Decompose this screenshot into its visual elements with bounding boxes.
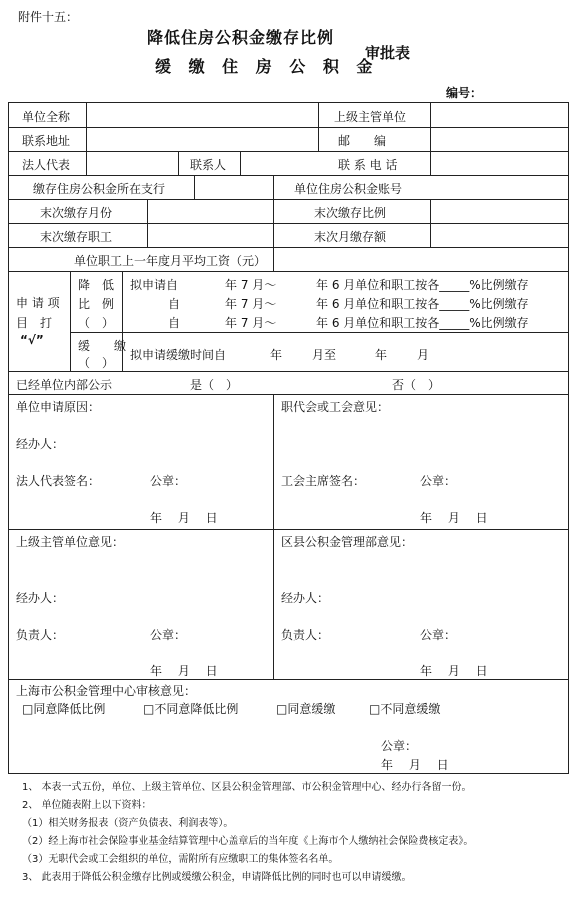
- union-date-label: 年 月 日: [420, 511, 488, 525]
- reduce-line3-start: 自: [168, 316, 181, 330]
- superior-handler-label: 经办人：: [16, 591, 65, 605]
- reduce-line3-month: 年 7 月～: [225, 316, 277, 330]
- defer-month-2: 月: [417, 348, 430, 362]
- reduce-line1-start: 拟申请自: [130, 278, 179, 292]
- reduce-line1-month: 年 7 月～: [225, 278, 277, 292]
- reduce-ratio-label: 降 低: [78, 278, 115, 292]
- account-label: 单位住房公积金账号: [294, 182, 403, 196]
- district-handler-label: 经办人：: [281, 591, 330, 605]
- superior-opinion-label: 上级主管单位意见：: [16, 535, 125, 549]
- unit-name-label: 单位全称: [22, 110, 71, 124]
- note-2-2: （2）经上海市社会保险事业基金结算管理中心盖章后的当年度《上海市个人缴纳社会保险费核定表》。: [22, 836, 474, 847]
- union-opinion-label: 职代会或工会意见：: [281, 400, 390, 414]
- phone-label: 联 系 电 话: [338, 158, 398, 172]
- seal-label: 公章：: [150, 474, 187, 488]
- union-seal-label: 公章：: [420, 474, 457, 488]
- title-line1: 降低住房公积金缴存比例: [147, 28, 335, 47]
- defer-year-2: 年: [375, 348, 388, 362]
- legal-sign-label: 法人代表签名：: [16, 474, 101, 488]
- center-opinion-label: 上海市公积金管理中心审核意见：: [16, 684, 197, 698]
- apply-item-check: “√”: [20, 333, 44, 347]
- reduce-line3-end: 年 6 月单位和职工按各_____%比例缴存: [316, 316, 529, 330]
- superior-seal-label: 公章：: [150, 628, 187, 642]
- district-seal-label: 公章：: [420, 628, 457, 642]
- defer-month-to: 月至: [312, 348, 337, 362]
- union-sign-label: 工会主席签名：: [281, 474, 366, 488]
- superior-unit-label: 上级主管单位: [334, 110, 407, 124]
- avg-wage-label: 单位职工上一年度月平均工资（元）: [74, 254, 267, 268]
- note-3: 3、 此表用于降低公积金缴存比例或缓缴公积金，申请降低比例的同时也可以申请缓缴。: [22, 872, 412, 883]
- publicity-label: 已经单位内部公示: [16, 378, 113, 392]
- superior-person-label: 负责人：: [16, 628, 65, 642]
- defer-year-1: 年: [270, 348, 283, 362]
- serial-number-label: 编号：: [446, 86, 483, 100]
- publicity-no-option[interactable]: 否（ ）: [392, 378, 441, 392]
- defer-checkbox[interactable]: （ ）: [78, 356, 115, 370]
- postcode-label: 邮 编: [338, 134, 387, 148]
- reduce-line2-month: 年 7 月～: [225, 297, 277, 311]
- note-2-1: （1）相关财务报表（资产负债表、利润表等）。: [22, 818, 234, 829]
- option-approve-reduce[interactable]: □同意降低比例: [22, 702, 106, 716]
- center-seal-label: 公章：: [381, 739, 418, 753]
- apply-item-label: 申 请 项: [16, 296, 60, 310]
- defer-period-label: 拟申请缓缴时间自: [130, 348, 227, 362]
- district-opinion-label: 区县公积金管理部意见：: [281, 535, 414, 549]
- contact-person-label: 联系人: [190, 158, 227, 172]
- last-workers-label: 末次缴存职工: [40, 230, 113, 244]
- last-month-label: 末次缴存月份: [40, 206, 113, 220]
- option-deny-reduce[interactable]: □不同意降低比例: [143, 702, 239, 716]
- title-line2: 缓 缴 住 房 公 积 金: [155, 57, 379, 76]
- publicity-yes-option[interactable]: 是（ ）: [190, 378, 239, 392]
- district-date-label: 年 月 日: [420, 664, 488, 678]
- reduce-ratio-checkbox[interactable]: （ ）: [78, 316, 115, 330]
- district-person-label: 负责人：: [281, 628, 330, 642]
- date-label: 年 月 日: [150, 511, 218, 525]
- title-suffix: 审批表: [365, 44, 411, 62]
- superior-date-label: 年 月 日: [150, 664, 218, 678]
- reduce-ratio-label-2: 比 例: [78, 297, 115, 311]
- center-date-label: 年 月 日: [381, 758, 449, 772]
- unit-reason-label: 单位申请原因：: [16, 400, 101, 414]
- reduce-line2-start: 自: [168, 297, 181, 311]
- legal-rep-label: 法人代表: [22, 158, 71, 172]
- last-ratio-label: 末次缴存比例: [314, 206, 387, 220]
- option-approve-defer[interactable]: □同意缓缴: [276, 702, 336, 716]
- branch-label: 缴存住房公积金所在支行: [33, 182, 166, 196]
- reduce-line2-end: 年 6 月单位和职工按各_____%比例缴存: [316, 297, 529, 311]
- note-2-3: （3）无职代会或工会组织的单位，需附所有应缴职工的集体签名名单。: [22, 854, 339, 865]
- note-2: 2、 单位随表附上以下资料：: [22, 800, 152, 811]
- defer-label: 缓 缴: [78, 339, 127, 353]
- attachment-label: 附件十五：: [18, 10, 79, 24]
- note-1: 1、 本表一式五份，单位、上级主管单位、区县公积金管理部、市公积金管理中心、经办行各留一份。: [22, 782, 472, 793]
- apply-item-label-2: 目 打: [16, 316, 53, 330]
- option-deny-defer[interactable]: □不同意缓缴: [369, 702, 441, 716]
- last-amount-label: 末次月缴存额: [314, 230, 387, 244]
- handler-label: 经办人：: [16, 437, 65, 451]
- reduce-line1-end: 年 6 月单位和职工按各_____%比例缴存: [316, 278, 529, 292]
- address-label: 联系地址: [22, 134, 71, 148]
